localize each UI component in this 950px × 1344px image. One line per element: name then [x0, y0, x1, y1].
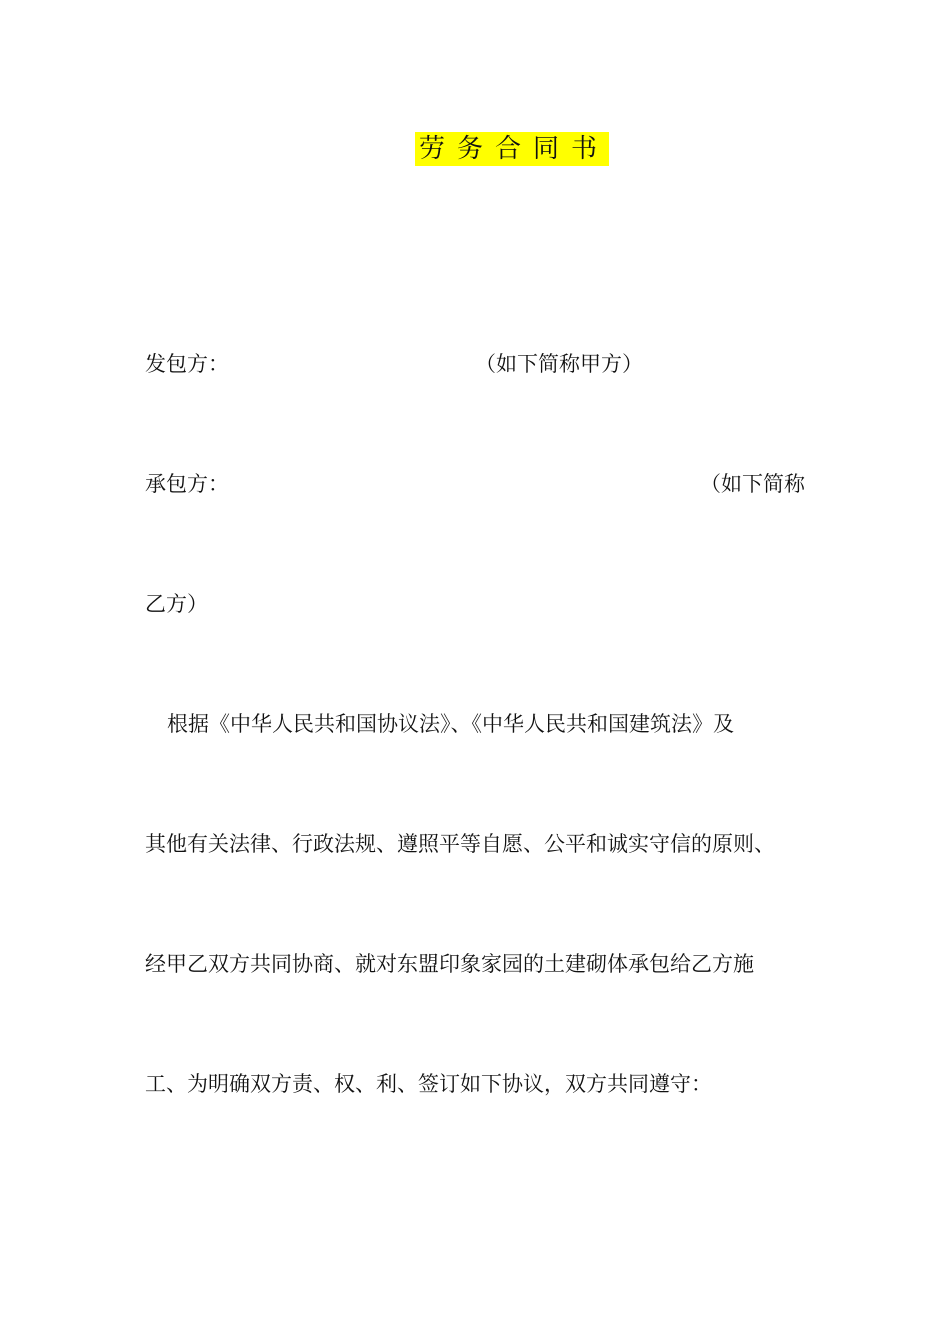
contractor-note-end: 乙方）: [145, 592, 208, 616]
contractor-note-start: （如下简称: [700, 472, 805, 496]
paragraph-line: 工、为明确双方责、权、利、签订如下协议，双方共同遵守：: [145, 1072, 712, 1096]
paragraph-line: 其他有关法律、行政法规、遵照平等自愿、公平和诚实守信的原则、: [145, 832, 775, 856]
paragraph-line: 根据《中华人民共和国协议法》、《中华人民共和国建筑法》及: [167, 712, 734, 736]
employer-note: （如下简称甲方）: [475, 352, 643, 376]
paragraph-line: 经甲乙双方共同协商、就对东盟印象家园的土建砌体承包给乙方施: [145, 952, 754, 976]
employer-label: 发包方：: [145, 352, 229, 376]
contractor-label: 承包方：: [145, 472, 229, 496]
document-title: 劳务合同书: [415, 132, 609, 166]
